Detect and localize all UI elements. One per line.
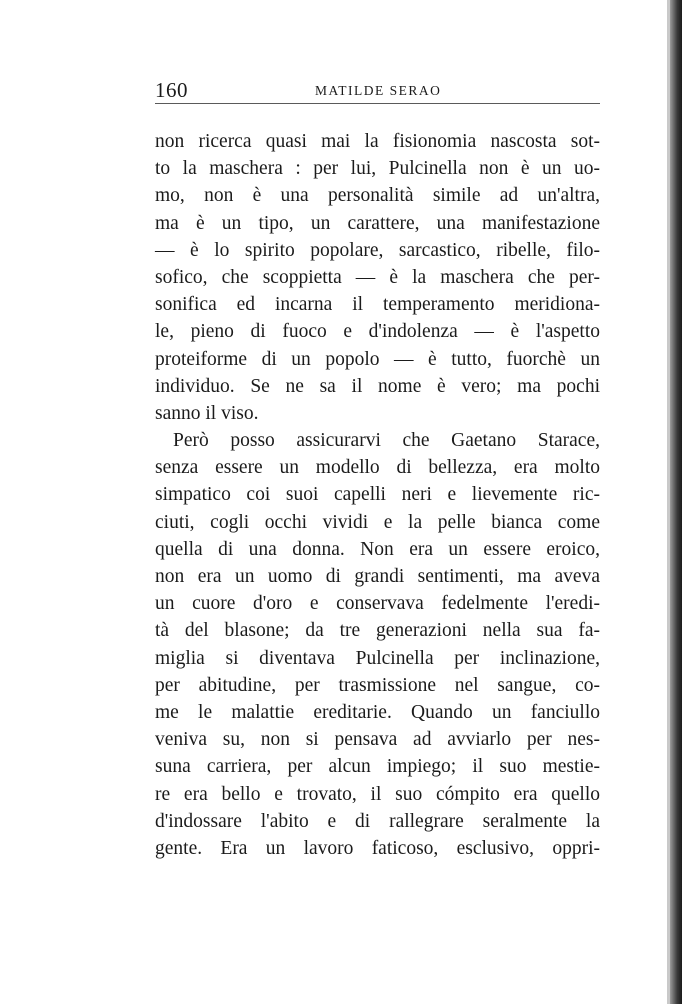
text-line: senza essere un modello di bellezza, era molto: [155, 457, 600, 479]
text-line: d'indossare l'abito e di rallegrare seralmente la: [155, 810, 600, 832]
text-line: to la maschera : per lui, Pulcinella non è un uo-: [155, 158, 600, 180]
text-line: non era un uomo di grandi sentimenti, ma aveva: [155, 566, 600, 587]
text-line: — è lo spirito popolare, sarcastico, ribelle, filo-: [155, 239, 600, 261]
text-line: me le malattie ereditarie. Quando un fanciullo: [155, 701, 600, 723]
paragraph-first-line: Però posso assicurarvi che Gaetano Starace,: [173, 430, 600, 452]
text-line: proteiforme di un popolo — è tutto, fuorchè un: [155, 348, 600, 370]
text-line: individuo. Se ne sa il nome è vero; ma pochi: [155, 375, 600, 397]
text-line: simpatico coi suoi capelli neri e lievemente ric-: [155, 484, 600, 506]
text-line: re era bello e trovato, il suo cómpito era quello: [155, 783, 600, 805]
text-line: tà del blasone; da tre generazioni nella sua fa-: [155, 620, 600, 642]
text-line: sofico, che scoppietta — è la maschera che per-: [155, 266, 600, 288]
text-line: sanno il viso.: [155, 402, 259, 424]
page-edge: [670, 0, 682, 1004]
page-number: 160: [155, 78, 188, 102]
text-line: un cuore d'oro e conservava fedelmente l'eredi-: [155, 593, 600, 615]
text-line: ma è un tipo, un carattere, una manifestazione: [155, 212, 600, 234]
page-header: [155, 78, 600, 104]
text-line: per abitudine, per trasmissione nel sangue, co-: [155, 674, 600, 696]
text-line: sonifica ed incarna il temperamento meridiona-: [155, 294, 600, 316]
text-line: suna carriera, per alcun impiego; il suo mestie-: [155, 756, 600, 778]
text-line: miglia si diventava Pulcinella per inclinazione,: [155, 647, 600, 669]
text-line: gente. Era un lavoro faticoso, esclusivo, oppri-: [155, 837, 600, 859]
text-line: non ricerca quasi mai la fisionomia nascosta sot-: [155, 131, 600, 152]
body-text: [155, 128, 600, 862]
text-line: mo, non è una personalità simile ad un'altra,: [155, 185, 600, 207]
text-line: quella di una donna. Non era un essere eroico,: [155, 538, 600, 560]
text-line: ciuti, cogli occhi vividi e la pelle bianca come: [155, 511, 600, 533]
text-line: le, pieno di fuoco e d'indolenza — è l'aspetto: [155, 321, 600, 343]
header-rule: [155, 103, 600, 104]
text-line: veniva su, non si pensava ad avviarlo per nes-: [155, 729, 600, 751]
running-head: MATILDE SERAO: [315, 83, 442, 98]
